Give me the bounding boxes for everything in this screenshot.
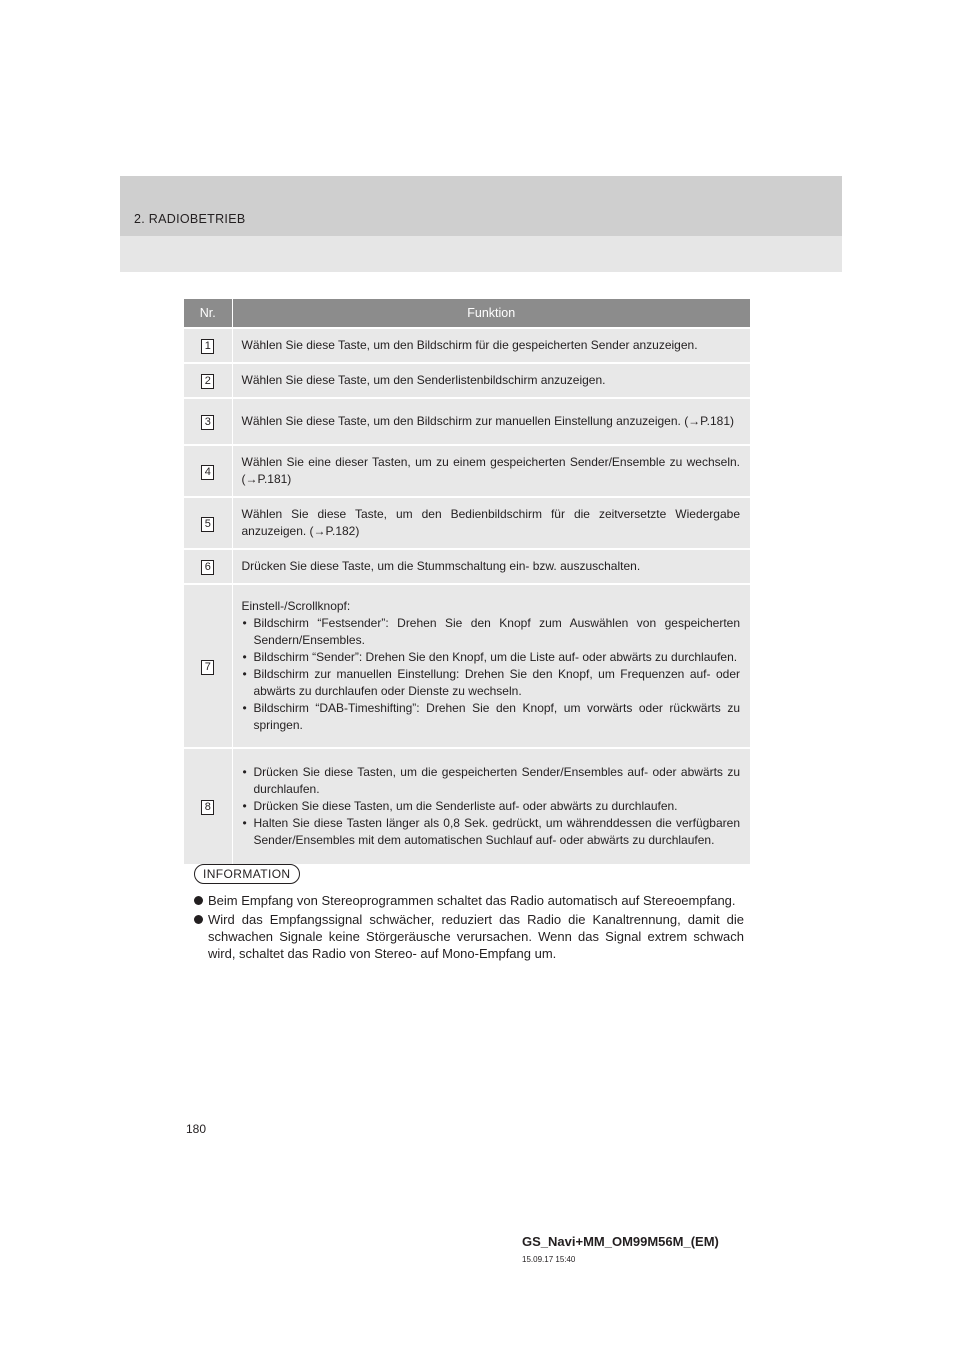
row-text: Einstell-/Scrollknopf: xyxy=(241,599,351,613)
number-box: 1 xyxy=(201,339,214,354)
table-header-row xyxy=(184,299,750,328)
information-text: Wird das Empfangssignal schwächer, reduziert das Radio die Kanaltrennung, damit die schwachen Signale keine Störgeräusche verursachen. Wenn das Signal extrem schwach wird, schaltet das Radio von Stereo- auf Mono-Empfang um. xyxy=(208,912,744,961)
bullet-item: • Drücken Sie diese Tasten, um die gespeicherten Sender/Ensembles auf- oder abwärts zu durchlaufen. xyxy=(242,764,741,798)
table-row xyxy=(184,584,750,748)
number-box: 7 xyxy=(201,660,214,675)
bullet-item: • Bildschirm “Festsender”: Drehen Sie den Knopf zum Auswählen von gespeicherten Sendern/Ensembles. xyxy=(242,615,741,649)
table-row xyxy=(184,497,750,549)
function-table xyxy=(184,299,750,864)
information-badge: INFORMATION xyxy=(194,864,300,884)
bullet-item: • Halten Sie diese Tasten länger als 0,8 Sek. gedrückt, um währenddessen die verfügbaren Sender/Ensembles mit dem automatischen Suchlauf auf- oder abwärts zu durchlaufen. xyxy=(242,815,741,849)
bullet-item: • Bildschirm “DAB-Timeshifting”: Drehen Sie den Knopf, um vorwärts oder rückwärts zu springen. xyxy=(242,700,741,734)
row-text: Wählen Sie diese Taste, um den Bildschirm zur manuellen Einstellung anzuzeigen. (→P.181) xyxy=(232,398,750,445)
bullet-item: • Bildschirm “Sender”: Drehen Sie den Knopf, um die Liste auf- oder abwärts zu durchlaufen. xyxy=(242,649,741,666)
bullet-list xyxy=(242,615,741,734)
header-band-top xyxy=(120,176,842,236)
table-row xyxy=(184,748,750,864)
table-row xyxy=(184,398,750,445)
number-box: 8 xyxy=(201,800,214,815)
header-no: Nr. xyxy=(184,299,232,328)
number-box: 5 xyxy=(201,517,214,532)
document-date: 15.09.17 15:40 xyxy=(522,1255,576,1264)
row-text: Wählen Sie diese Taste, um den Bildschirm für die gespeicherten Sender anzuzeigen. xyxy=(232,328,750,363)
bullet-item: • Bildschirm zur manuellen Einstellung: Drehen Sie den Knopf, um Frequenzen auf- oder abwärts zu durchlaufen oder Dienste zu wechseln. xyxy=(242,666,741,700)
information-text: Beim Empfang von Stereoprogrammen schaltet das Radio automatisch auf Stereoempfang. xyxy=(208,893,736,908)
number-box: 6 xyxy=(201,560,214,575)
bullet-dot-icon xyxy=(194,896,203,905)
number-box: 4 xyxy=(201,465,214,480)
information-list xyxy=(194,892,744,964)
information-item xyxy=(194,892,744,909)
table-row xyxy=(184,549,750,584)
row-text: Wählen Sie diese Taste, um den Bedienbildschirm für die zeitversetzte Wiedergabe anzuzeigen. (→P.182) xyxy=(232,497,750,549)
row-text: Wählen Sie diese Taste, um den Senderlistenbildschirm anzuzeigen. xyxy=(232,363,750,398)
page-number: 180 xyxy=(186,1122,207,1136)
row-text: Wählen Sie eine dieser Tasten, um zu einem gespeicherten Sender/Ensemble zu wechseln. (→P.181) xyxy=(232,445,750,497)
bullet-list xyxy=(242,764,741,849)
number-box: 2 xyxy=(201,374,214,389)
number-box: 3 xyxy=(201,415,214,430)
table-row xyxy=(184,445,750,497)
bullet-dot-icon xyxy=(194,915,203,924)
table-row xyxy=(184,328,750,363)
information-item xyxy=(194,911,744,962)
table-row xyxy=(184,363,750,398)
document-code: GS_Navi+MM_OM99M56M_(EM) xyxy=(522,1234,719,1249)
bullet-item: • Drücken Sie diese Tasten, um die Senderliste auf- oder abwärts zu durchlaufen. xyxy=(242,798,741,815)
header-function: Funktion xyxy=(232,299,750,328)
row-text: Drücken Sie diese Taste, um die Stummschaltung ein- bzw. auszuschalten. xyxy=(232,549,750,584)
section-title: 2. RADIOBETRIEB xyxy=(134,212,246,226)
